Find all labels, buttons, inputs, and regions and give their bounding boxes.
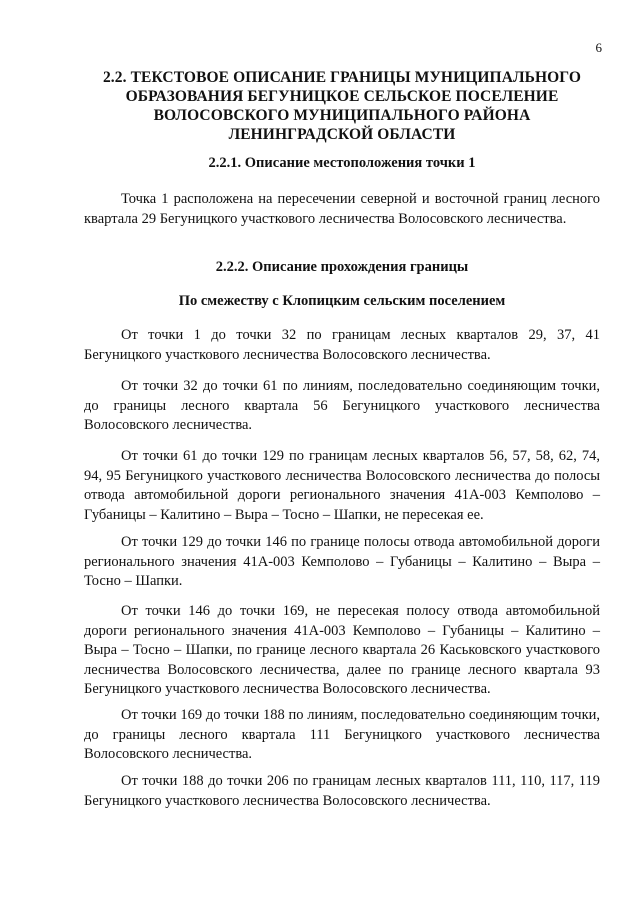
- boundary-paragraph: От точки 146 до точки 169, не пересекая полосу отвода автомобильной дороги регионального значения 41А-003 Кемполово – Губаницы – Калитино – Выра – Тосно – Шапки, по границе лесного квартала 26 Каськовского участкового лесничества Волосовского лесничества, далее по границе лесного квартала 93 Бегуницкого участкового лесничества Волосовского лесничества.: [84, 603, 600, 697]
- page-number: 6: [595, 40, 602, 55]
- boundary-paragraph: От точки 32 до точки 61 по линиям, последовательно соединяющим точки, до границы лесного квартала 56 Бегуницкого участкового лесничества Волосовского лесничества.: [84, 378, 600, 433]
- boundary-paragraph: От точки 129 до точки 146 по границе полосы отвода автомобильной дороги регионального значения 41А-003 Кемполово – Губаницы – Калитино – Выра – Тосно – Шапки.: [84, 534, 600, 589]
- boundary-paragraph: От точки 169 до точки 188 по линиям, последовательно соединяющим точки, до границы лесного квартала 111 Бегуницкого участкового лесничества Волосовского лесничества.: [84, 707, 600, 762]
- subheading-adjacency: По смежеству с Клопицким сельским поселением: [178, 293, 506, 309]
- boundary-paragraph: От точки 61 до точки 129 по границам лесных кварталов 56, 57, 58, 62, 74, 94, 95 Бегуницкого участкового лесничества Волосовского лесничества до полосы отвода автомобильной дороги регионального значения 41А-003 Кемполово – Губаницы – Калитино – Выра – Тосно – Шапки, не пересекая ее.: [84, 448, 600, 523]
- paragraph-point-location: Точка 1 расположена на пересечении северной и восточной границ лесного квартала 29 Бегуницкого участкового лесничества Волосовского лесничества.: [84, 191, 600, 227]
- section-heading-location: 2.2.1. Описание местоположения точки 1: [208, 155, 476, 171]
- boundary-paragraph: От точки 188 до точки 206 по границам лесных кварталов 111, 110, 117, 119 Бегуницкого участкового лесничества Волосовского лесничества.: [84, 773, 600, 809]
- document-title: 2.2. ТЕКСТОВОЕ ОПИСАНИЕ ГРАНИЦЫ МУНИЦИПАЛЬНОГО ОБРАЗОВАНИЯ БЕГУНИЦКОЕ СЕЛЬСКОЕ ПОСЕЛЕНИЕ ВОЛОСОВСКОГО МУНИЦИПАЛЬНОГО РАЙОНА ЛЕНИНГРАДСКОЙ ОБЛАСТИ: [102, 69, 582, 143]
- section-heading-boundary: 2.2.2. Описание прохождения границы: [215, 259, 469, 275]
- boundary-paragraph: От точки 1 до точки 32 по границам лесных кварталов 29, 37, 41 Бегуницкого участкового лесничества Волосовского лесничества.: [84, 327, 600, 363]
